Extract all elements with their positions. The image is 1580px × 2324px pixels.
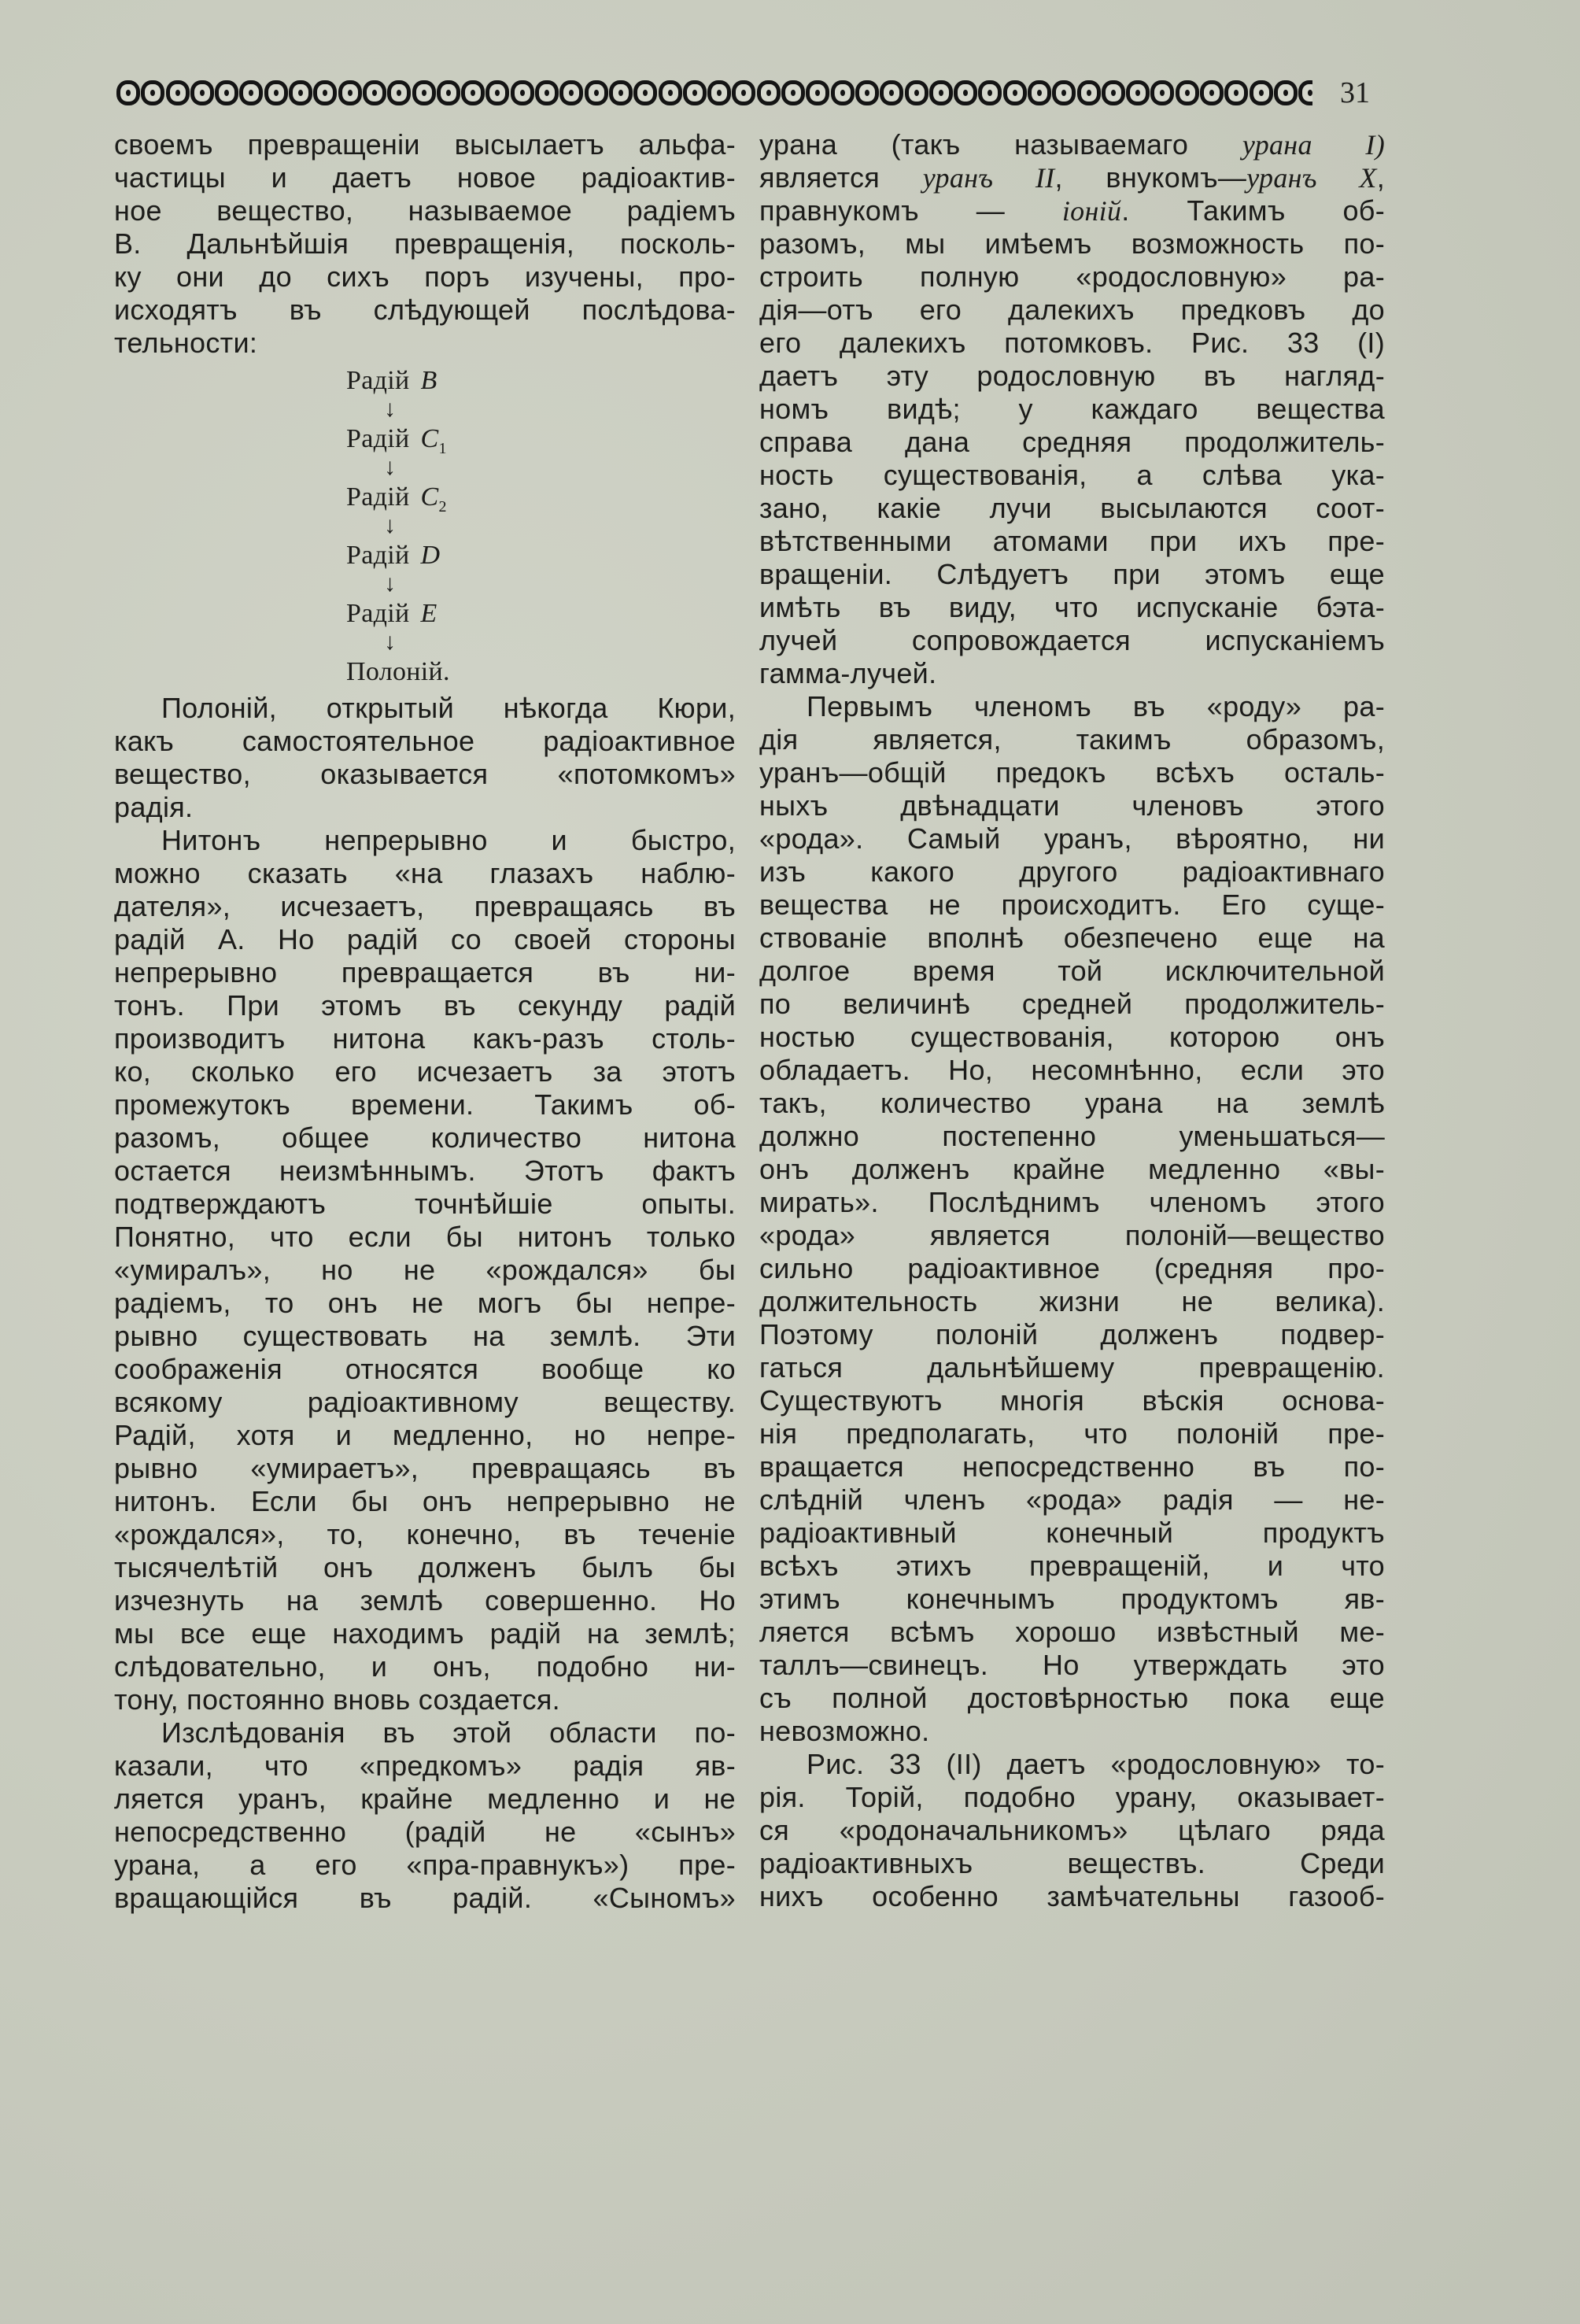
- text-line: ко, сколько его исчезаетъ за этотъ: [114, 1055, 736, 1088]
- text-line: Радій, хотя и медленно, но непре-: [114, 1419, 736, 1451]
- ornament-ring-icon: [954, 80, 977, 105]
- text-line: его далекихъ потомковъ. Рис. 33 (I): [759, 327, 1385, 359]
- text-line: можно сказать «на глазахъ наблю-: [114, 857, 736, 889]
- ornament-ring-icon: [757, 80, 781, 105]
- ornament-ring-icon: [1077, 80, 1101, 105]
- text-line: разомъ, общее количество нитона: [114, 1121, 736, 1154]
- ornament-ring-icon: [1003, 80, 1027, 105]
- down-arrow-icon: ↓: [384, 396, 397, 422]
- ornament-ring-icon: [707, 80, 731, 105]
- paragraph-uranium-genealogy-body: [759, 227, 1385, 690]
- text-line: промежутокъ времени. Такимъ об-: [114, 1088, 736, 1121]
- chain-element-subscript: 1: [438, 439, 447, 457]
- right-column: [759, 128, 1385, 1913]
- ornament-ring-icon: [264, 80, 288, 105]
- text-line: должно постепенно уменьшаться—: [759, 1120, 1385, 1152]
- italic-term-ionium: іоній: [1061, 195, 1122, 227]
- text-line: гамма-лучей.: [759, 657, 937, 689]
- ornament-ring-icon: [535, 80, 559, 105]
- text-line: нитонъ. Если бы онъ непрерывно не: [114, 1485, 736, 1517]
- text-run: ,: [1376, 161, 1386, 194]
- italic-term-uranium-x: уранъ X: [1246, 162, 1377, 194]
- ornament-ring-icon: [363, 80, 386, 105]
- text-line: даетъ эту родословную въ нагляд-: [759, 360, 1385, 392]
- chain-element-subscript: 2: [438, 497, 447, 515]
- ornament-ring-icon: [781, 80, 805, 105]
- text-line: зано, какіе лучи высылаются соот-: [759, 492, 1385, 524]
- ornament-ring-icon: [1274, 80, 1298, 105]
- ornament-ring-icon: [831, 80, 855, 105]
- text-line: строить полную «родословную» ра-: [759, 260, 1385, 293]
- text-line: рывно существовать на землѣ. Эти: [114, 1320, 736, 1352]
- paragraph-radium-b-intro: [114, 128, 736, 360]
- text-line: гаться дальнѣйшему превращенію.: [759, 1351, 1385, 1384]
- text-line: Понятно, что если бы нитонъ только: [114, 1221, 736, 1253]
- text-line: B. Дальнѣйшія превращенія, посколь-: [114, 227, 736, 260]
- text-line: тону, постоянно вновь создается.: [114, 1683, 560, 1716]
- ornament-ring-icon: [905, 80, 928, 105]
- chain-element-symbol: C: [420, 482, 439, 512]
- text-line: вещества не происходитъ. Его суще-: [759, 889, 1385, 921]
- text-line: «рода» является полоній—вещество: [759, 1219, 1385, 1251]
- ornament-ring-icon: [1176, 80, 1199, 105]
- text-line: производитъ нитона какъ-разъ столь-: [114, 1022, 736, 1055]
- chain-element-polonium: [346, 657, 736, 687]
- ornament-ring-icon: [1298, 80, 1312, 105]
- ornament-ring-icon: [289, 80, 312, 105]
- ornament-ring-icon: [659, 80, 682, 105]
- text-line: ствованіе вполнѣ обезпечено еще на: [759, 922, 1385, 954]
- ornament-ring-icon: [1200, 80, 1224, 105]
- text-line: всѣхъ этихъ превращеній, и что: [759, 1550, 1385, 1582]
- text-line: вращающійся въ радій. «Сыномъ»: [114, 1882, 736, 1914]
- text-line: какъ самостоятельное радіоактивное: [114, 725, 736, 757]
- text-line: дателя», исчезаетъ, превращаясь въ: [114, 890, 736, 922]
- ornament-ring-icon: [880, 80, 903, 105]
- down-arrow-icon: ↓: [384, 454, 397, 480]
- text-line: невозможно.: [759, 1715, 930, 1747]
- chain-element-name: Радій: [346, 366, 410, 395]
- chain-element-radium-b: [346, 366, 736, 396]
- text-line: изчезнуть на землѣ совершенно. Но: [114, 1584, 736, 1616]
- text-line: обладаетъ. Но, несомнѣнно, если это: [759, 1054, 1385, 1086]
- text-line: своемъ превращеніи высылаетъ альфа-: [114, 128, 736, 161]
- text-line: частицы и даетъ новое радіоактив-: [114, 161, 736, 194]
- text-line: должительность жизни не велика).: [759, 1285, 1385, 1317]
- text-line: справа дана средняя продолжитель-: [759, 426, 1385, 458]
- text-line: вѣтственными атомами при ихъ пре-: [759, 525, 1385, 557]
- ornament-ring-icon: [437, 80, 460, 105]
- chain-element-radium-d: [346, 541, 736, 571]
- ornament-ring-icon: [412, 80, 436, 105]
- text-line: слѣдовательно, и онъ, подобно ни-: [114, 1650, 736, 1683]
- chain-element-symbol: E: [420, 599, 437, 628]
- chain-element-symbol: B: [420, 366, 437, 395]
- down-arrow-icon: ↓: [384, 512, 397, 538]
- text-line: радія.: [114, 791, 194, 823]
- text-line: номъ видѣ; у каждаго вещества: [759, 393, 1385, 425]
- text-line: нія предполагать, что полоній пре-: [759, 1417, 1385, 1450]
- text-line: подтверждаютъ точнѣйшіе опыты.: [114, 1188, 736, 1220]
- ornament-ring-icon: [683, 80, 707, 105]
- ornament-ring-icon: [166, 80, 190, 105]
- paragraph-thorium-genealogy: [759, 1748, 1385, 1913]
- text-line: ность существованія, а слѣва ука-: [759, 459, 1385, 491]
- ornament-ring-icon: [806, 80, 829, 105]
- text-line: радій A. Но радій со своей стороны: [114, 923, 736, 955]
- text-line: Первымъ членомъ въ «роду» ра-: [807, 690, 1385, 722]
- text-line: «умиралъ», но не «рождался» бы: [114, 1254, 736, 1286]
- text-line: рія. Торій, подобно урану, оказывает-: [759, 1781, 1385, 1813]
- ornament-ring-icon: [855, 80, 879, 105]
- ornament-ring-icon: [141, 80, 164, 105]
- text-line: съ полной достовѣрностью пока еще: [759, 1682, 1385, 1714]
- ornament-ring-icon: [338, 80, 362, 105]
- ornament-ring-icon: [239, 80, 263, 105]
- ornament-ring-icon: [387, 80, 411, 105]
- chain-element-symbol: C: [420, 424, 439, 453]
- text-line: вращается непосредственно въ по-: [759, 1450, 1385, 1483]
- text-line: Поэтому полоній долженъ подвер-: [759, 1318, 1385, 1350]
- text-line: дія—отъ его далекихъ предковъ до: [759, 294, 1385, 326]
- text-line: ся «родоначальникомъ» цѣлаго ряда: [759, 1814, 1385, 1846]
- text-line: уранъ—общій предокъ всѣхъ осталь-: [759, 756, 1385, 789]
- ornament-ring-icon: [732, 80, 755, 105]
- ornament-ring-icon: [559, 80, 583, 105]
- text-line: Существуютъ многія вѣскія основа-: [759, 1384, 1385, 1417]
- text-line: [759, 161, 1385, 194]
- chain-element-name: Радій: [346, 541, 410, 570]
- chain-element-symbol: D: [420, 541, 441, 570]
- text-run: правнукомъ —: [759, 194, 1062, 227]
- text-line: «рождался», то, конечно, въ теченіе: [114, 1518, 736, 1550]
- text-line: онъ долженъ крайне медленно «вы-: [759, 1153, 1385, 1185]
- down-arrow-icon: ↓: [384, 571, 397, 597]
- chain-element-name: Полоній.: [346, 657, 450, 686]
- text-line: всякому радіоактивному веществу.: [114, 1386, 736, 1418]
- ornament-ring-icon: [1126, 80, 1150, 105]
- left-column: [114, 128, 736, 1915]
- text-line: мирать». Послѣднимъ членомъ этого: [759, 1186, 1385, 1218]
- down-arrow-icon: ↓: [384, 629, 397, 655]
- text-line: слѣдній членъ «рода» радія — не-: [759, 1483, 1385, 1516]
- ornament-ring-icon: [116, 80, 140, 105]
- text-line: тонъ. При этомъ въ секунду радій: [114, 989, 736, 1022]
- ornament-ring-icon: [978, 80, 1002, 105]
- text-line: имѣть въ виду, что испусканіе бэта-: [759, 591, 1385, 623]
- text-line: Полоній, открытый нѣкогда Кюри,: [161, 692, 736, 724]
- chain-element-radium-c1: [346, 424, 736, 457]
- text-line: Изслѣдованія въ этой области по-: [161, 1716, 736, 1749]
- chain-element-radium-e: [346, 599, 736, 629]
- page-header: [116, 76, 1407, 110]
- text-line: ное вещество, называемое радіемъ: [114, 194, 736, 227]
- decay-chain-diagram: [114, 366, 736, 687]
- text-line: Рис. 33 (II) даетъ «родословную» то-: [807, 1748, 1385, 1780]
- text-line: дія является, такимъ образомъ,: [759, 723, 1385, 756]
- text-line: вращеніи. Слѣдуетъ при этомъ еще: [759, 558, 1385, 590]
- text-line: [759, 128, 1385, 161]
- ornament-ring-icon: [585, 80, 608, 105]
- text-line: ляется всѣмъ хорошо извѣстный ме-: [759, 1616, 1385, 1648]
- text-line: рывно «умираетъ», превращаясь въ: [114, 1452, 736, 1484]
- chain-element-name: Радій: [346, 424, 410, 453]
- text-line: нихъ особенно замѣчательны газооб-: [759, 1880, 1385, 1912]
- ornament-ring-icon: [461, 80, 485, 105]
- text-line: ку они до сихъ поръ изучены, про-: [114, 260, 736, 293]
- text-line: урана, а его «пра-правнукъ») пре-: [114, 1849, 736, 1881]
- ornament-ring-icon: [1250, 80, 1273, 105]
- text-line: соображенія относятся вообще ко: [114, 1353, 736, 1385]
- text-line: непосредственно (радій не «сынъ»: [114, 1816, 736, 1848]
- ornament-ring-icon: [633, 80, 657, 105]
- text-line: вещество, оказывается «потомкомъ»: [114, 758, 736, 790]
- ornament-ring-icon: [190, 80, 214, 105]
- text-line: такъ, количество урана на землѣ: [759, 1087, 1385, 1119]
- chain-element-name: Радій: [346, 599, 410, 628]
- page-number: 31: [1340, 76, 1370, 109]
- text-line: ныхъ двѣнадцати членовъ этого: [759, 789, 1385, 822]
- text-line: сильно радіоактивное (средняя про-: [759, 1252, 1385, 1284]
- decorative-ornament-border: [116, 80, 1312, 107]
- text-line: тысячелѣтій онъ долженъ былъ бы: [114, 1551, 736, 1583]
- ornament-ring-icon: [511, 80, 534, 105]
- text-line: ляется уранъ, крайне медленно и не: [114, 1783, 736, 1815]
- text-line: Нитонъ непрерывно и быстро,: [161, 824, 736, 856]
- ornament-ring-icon: [1028, 80, 1051, 105]
- text-line: по величинѣ средней продолжитель-: [759, 988, 1385, 1020]
- text-run: является: [759, 161, 923, 194]
- text-run: , внукомъ—: [1054, 161, 1247, 194]
- text-line: тельности:: [114, 327, 258, 359]
- ornament-ring-icon: [1150, 80, 1174, 105]
- text-line: разомъ, мы имѣемъ возможность по-: [759, 227, 1385, 260]
- text-line: изъ какого другого радіоактивнаго: [759, 855, 1385, 888]
- text-line: остается неизмѣннымъ. Этотъ фактъ: [114, 1155, 736, 1187]
- ornament-ring-icon: [609, 80, 633, 105]
- ornament-ring-icon: [215, 80, 238, 105]
- paragraph-polonium: [114, 692, 736, 824]
- text-line: казали, что «предкомъ» радія яв-: [114, 1749, 736, 1782]
- text-line: этимъ конечнымъ продуктомъ яв-: [759, 1583, 1385, 1615]
- ornament-ring-icon: [1052, 80, 1076, 105]
- chain-element-name: Радій: [346, 482, 410, 512]
- text-line: мы все еще находимъ радій на землѣ;: [114, 1617, 736, 1650]
- paragraph-uranium-genealogy: [759, 128, 1385, 690]
- text-line: исходятъ въ слѣдующей послѣдова-: [114, 294, 736, 326]
- text-line: лучей сопровождается испусканіемъ: [759, 624, 1385, 656]
- text-line: долгое время той исключительной: [759, 955, 1385, 987]
- text-line: таллъ—свинецъ. Но утверждать это: [759, 1649, 1385, 1681]
- text-line: радіоактивныхъ веществъ. Среди: [759, 1847, 1385, 1879]
- text-line: радіемъ, то онъ не могъ бы непре-: [114, 1287, 736, 1319]
- text-line: непрерывно превращается въ ни-: [114, 956, 736, 988]
- paragraph-uranium-first-member: [759, 690, 1385, 1748]
- text-line: радіоактивный конечный продуктъ: [759, 1517, 1385, 1549]
- text-line: [759, 194, 1385, 227]
- chain-element-radium-c2: [346, 482, 736, 515]
- paragraph-niton: [114, 824, 736, 1716]
- paragraph-research: [114, 1716, 736, 1915]
- text-run: . Такимъ об-: [1121, 194, 1385, 227]
- text-line: «рода». Самый уранъ, вѣроятно, ни: [759, 822, 1385, 855]
- ornament-ring-icon: [313, 80, 337, 105]
- text-run: урана (такъ называемаго: [759, 128, 1242, 161]
- ornament-ring-icon: [485, 80, 509, 105]
- text-line: ностью существованія, которою онъ: [759, 1021, 1385, 1053]
- ornament-ring-icon: [929, 80, 953, 105]
- ornament-ring-icon: [1102, 80, 1125, 105]
- italic-term-uranium-ii: уранъ II: [922, 162, 1055, 194]
- ornament-ring-icon: [1224, 80, 1248, 105]
- italic-term-uranium-i: урана I): [1242, 129, 1385, 161]
